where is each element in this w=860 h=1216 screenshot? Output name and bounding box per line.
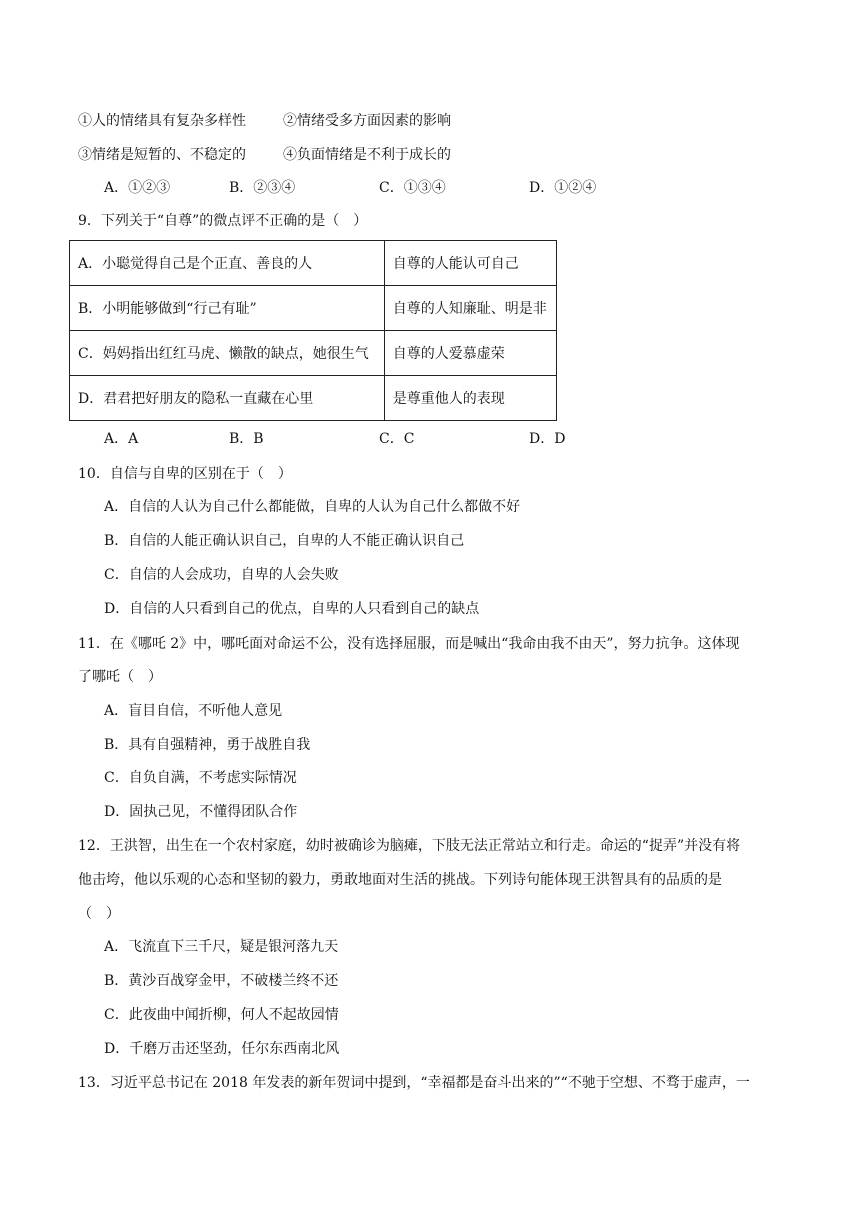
table-row (70, 241, 557, 286)
q10-option-a: A．自信的人认为自己什么都能做，自卑的人认为自己什么都做不好 (104, 499, 521, 515)
q10-option-d: D．自信的人只看到自己的优点，自卑的人只看到自己的缺点 (104, 601, 480, 617)
q8-statement-1: ①人的情绪具有复杂多样性 (78, 113, 246, 129)
q9-row-a-left: A．小聪觉得自己是个正直、善良的人 (70, 241, 385, 286)
q12-option-b: B．黄沙百战穿金甲，不破楼兰终不还 (104, 973, 339, 989)
q8-statement-4: ④负面情绪是不利于成长的 (283, 147, 451, 163)
q9-row-b-left: B．小明能够做到“行己有耻” (70, 286, 385, 331)
q9-row-b-right: 自尊的人知廉耻、明是非 (384, 286, 556, 331)
q11-option-c: C．自负自满，不考虑实际情况 (104, 770, 297, 786)
q10-option-b: B．自信的人能正确认识自己，自卑的人不能正确认识自己 (104, 533, 465, 549)
q9-option-d: D．D (529, 431, 566, 447)
q11-stem-line1: 11．在《哪吒 2》中，哪吒面对命运不公，没有选择屈服，而是喊出“我命由我不由天”，努力抗争。这体现 (78, 636, 740, 652)
q8-statement-2: ②情绪受多方面因素的影响 (283, 113, 451, 129)
q12-option-a: A．飞流直下三千尺，疑是银河落九天 (104, 939, 339, 955)
q8-option-b: B．②③④ (229, 180, 296, 196)
table-row (70, 376, 557, 421)
q9-row-c-right: 自尊的人爱慕虚荣 (384, 331, 556, 376)
q9-option-a: A．A (104, 431, 139, 447)
q9-row-a-right: 自尊的人能认可自己 (384, 241, 556, 286)
q9-row-c-left: C．妈妈指出红红马虎、懒散的缺点，她很生气 (70, 331, 385, 376)
q12-option-c: C．此夜曲中闻折柳，何人不起故园情 (104, 1007, 339, 1023)
q9-table (69, 240, 557, 421)
q9-option-b: B．B (229, 431, 264, 447)
q12-option-d: D．千磨万击还坚劲，任尔东西南北风 (104, 1041, 340, 1057)
q8-option-c: C．①③④ (379, 180, 446, 196)
q12-stem-line1: 12．王洪智，出生在一个农村家庭，幼时被确诊为脑瘫，下肢无法正常站立和行走。命运的“捉弄”并没有将 (78, 838, 741, 854)
q11-option-d: D．固执己见，不懂得团队合作 (104, 804, 298, 820)
q9-row-d-left: D．君君把好朋友的隐私一直藏在心里 (70, 376, 385, 421)
q12-stem-line3: （ ） (78, 906, 120, 922)
table-row (70, 286, 557, 331)
q13-stem-line1: 13．习近平总书记在 2018 年发表的新年贺词中提到，“幸福都是奋斗出来的”“不驰于空想、不骛于虚声，一 (78, 1075, 750, 1091)
q10-stem: 10．自信与自卑的区别在于（ ） (78, 466, 292, 482)
q8-statement-3: ③情绪是短暂的、不稳定的 (78, 147, 246, 163)
q8-option-a: A．①②③ (104, 180, 171, 196)
q11-option-b: B．具有自强精神，勇于战胜自我 (104, 737, 311, 753)
q8-option-d: D．①②④ (529, 180, 597, 196)
q12-stem-line2: 他击垮，他以乐观的心态和坚韧的毅力，勇敢地面对生活的挑战。下列诗句能体现王洪智具有的品质的是 (78, 872, 722, 888)
table-row (70, 331, 557, 376)
q10-option-c: C．自信的人会成功，自卑的人会失败 (104, 567, 339, 583)
q9-row-d-right: 是尊重他人的表现 (384, 376, 556, 421)
q11-option-a: A．盲目自信，不听他人意见 (104, 703, 283, 719)
q9-stem: 9．下列关于“自尊”的微点评不正确的是（ ） (78, 213, 368, 229)
q9-option-c: C．C (379, 431, 415, 447)
q11-stem-line2: 了哪吒（ ） (78, 669, 162, 685)
